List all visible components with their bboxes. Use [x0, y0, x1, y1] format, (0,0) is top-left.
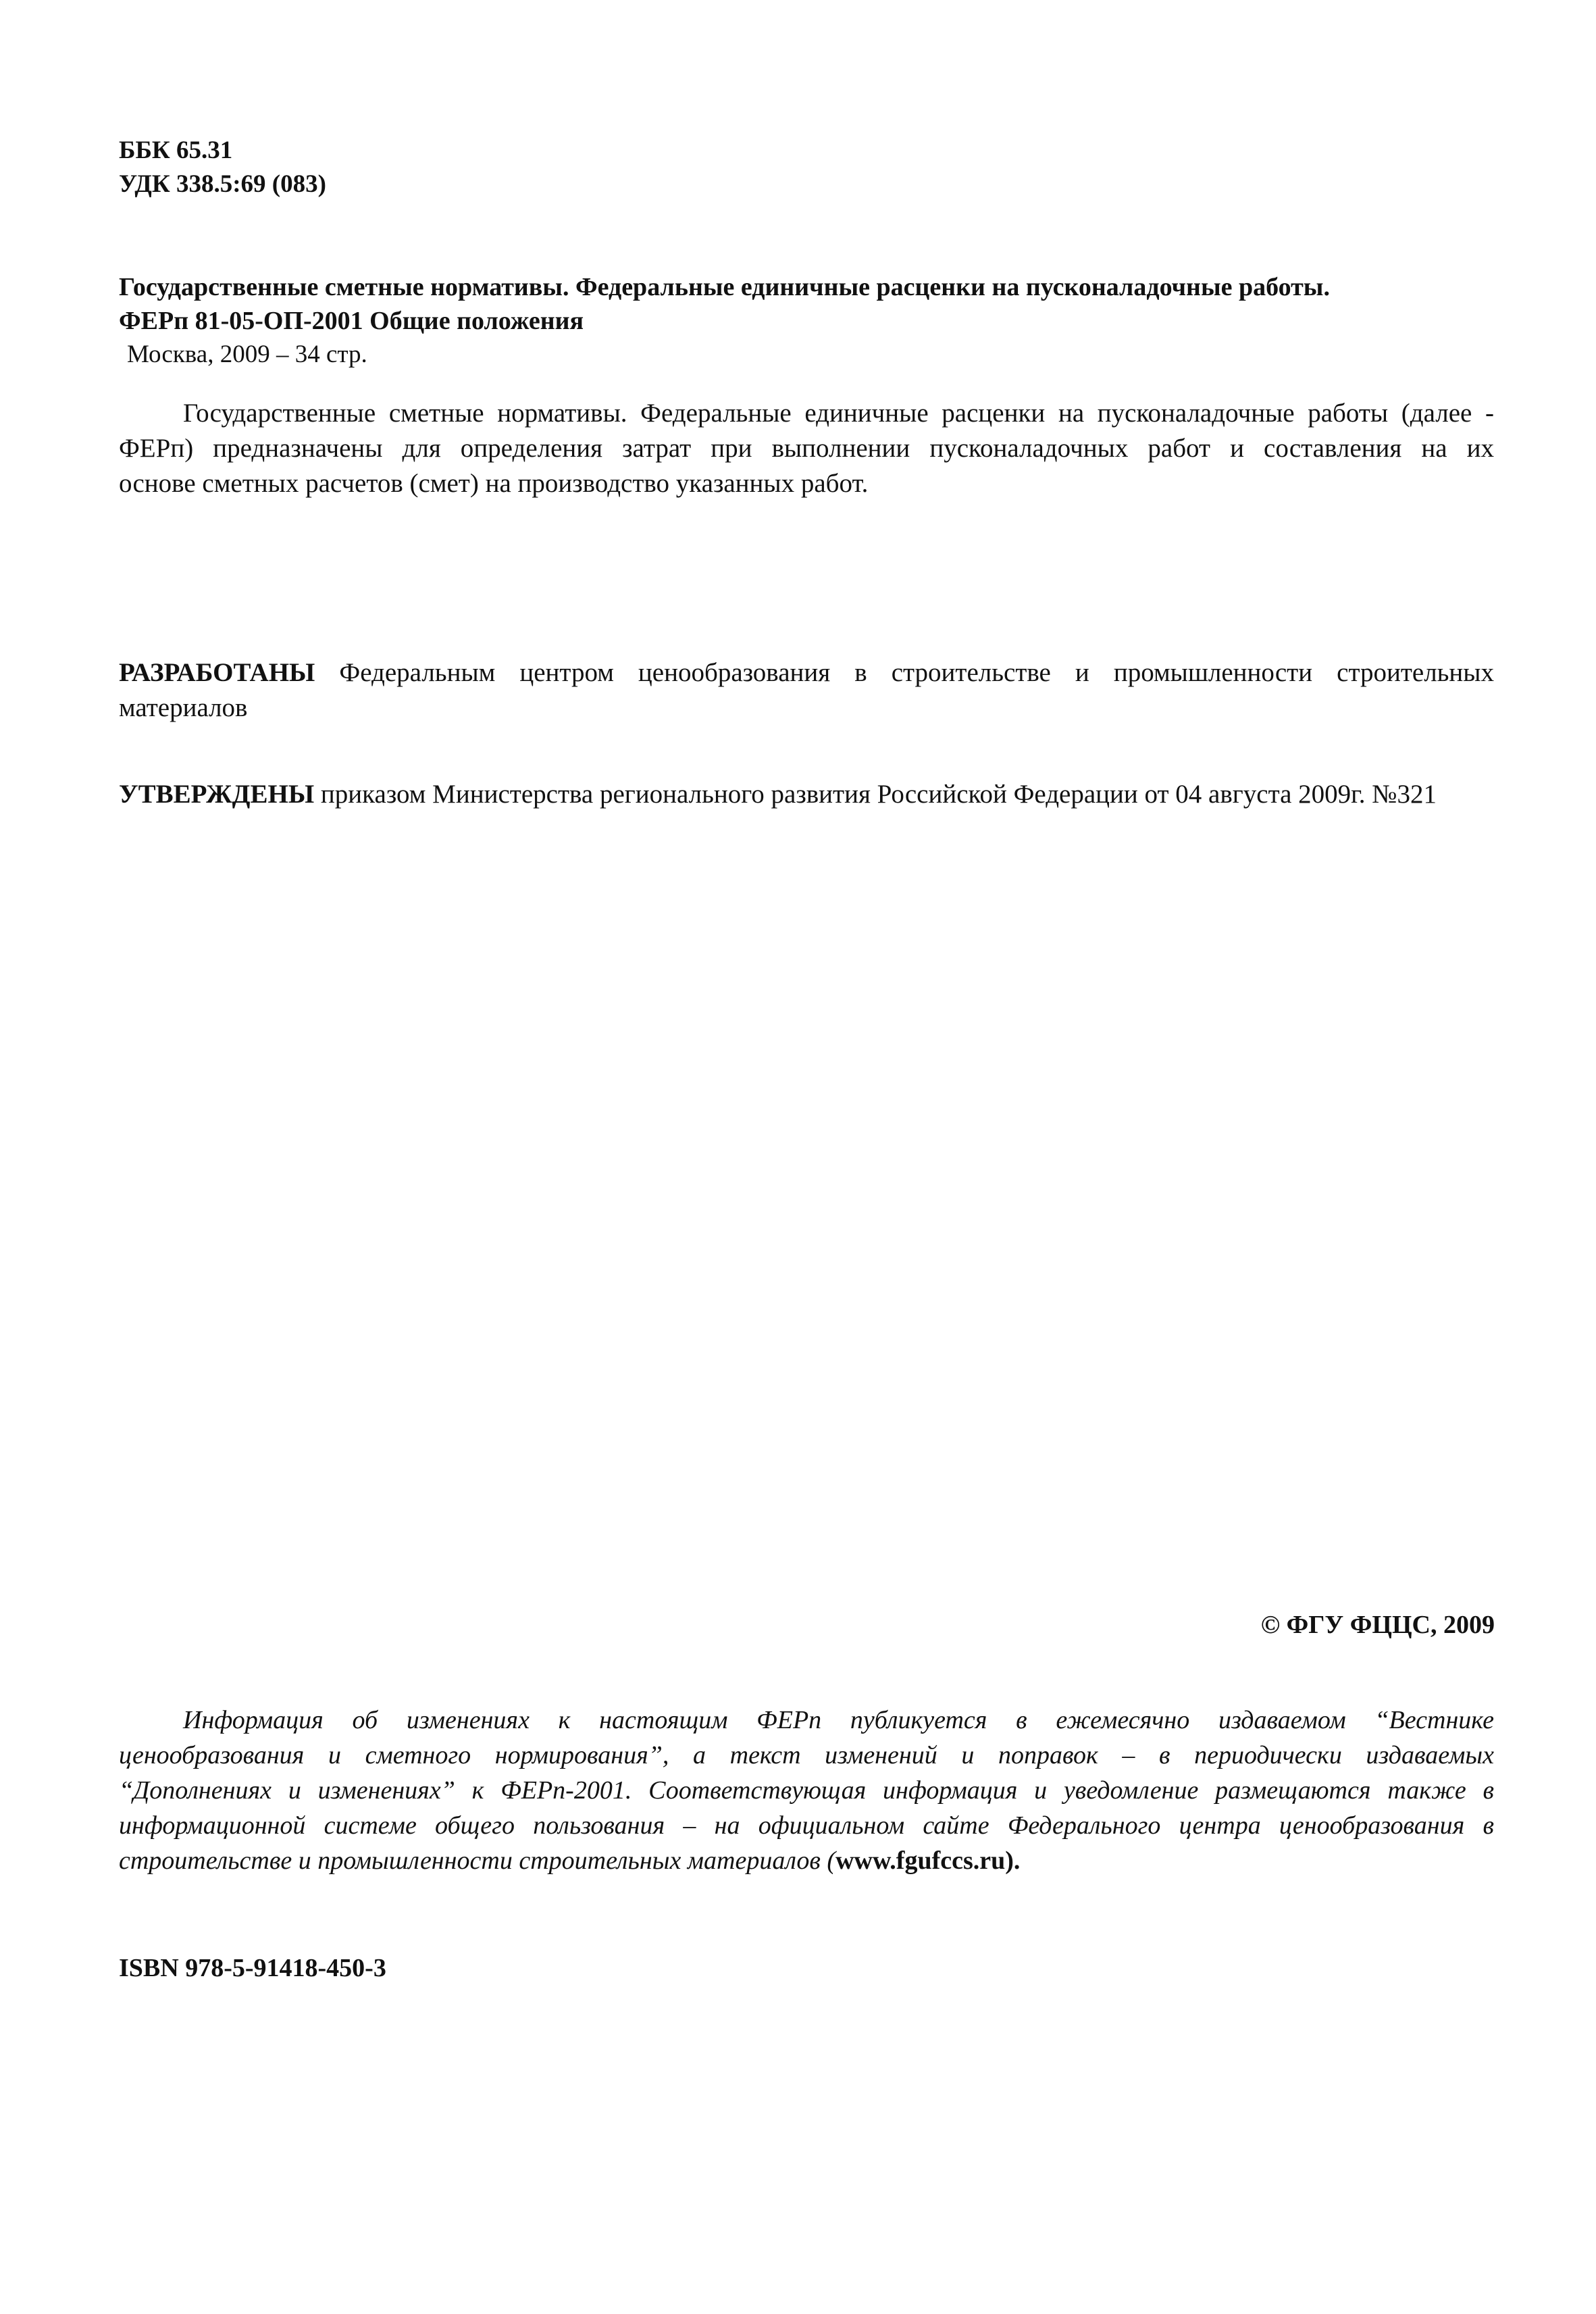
abstract-line-1: Государственные сметные нормативы. Федеральные единичные расценки на пусконаладочные работы (далее -: [183, 399, 1494, 428]
info-line-5-suffix: ).: [1005, 1846, 1021, 1875]
approved-label: УТВЕРЖДЕНЫ: [119, 780, 315, 809]
title-block: [119, 270, 1494, 372]
imprint: Москва, 2009 – 34 стр.: [127, 341, 367, 368]
info-line-5-prefix: строительстве и промышленности строительных материалов (: [119, 1846, 836, 1875]
approved-line: [119, 777, 1494, 812]
classification-block: [119, 134, 1494, 201]
info-paragraph: [119, 1703, 1494, 1878]
approved-text: приказом Министерства регионального развития Российской Федерации от 04 августа 2009г. №321: [320, 780, 1437, 809]
bbk-code: ББК 65.31: [119, 136, 233, 164]
info-line-5: [119, 1843, 1494, 1878]
abstract-line-2: ФЕРп) предназначены для определения затрат при выполнении пусконаладочных работ и составления на их: [119, 434, 1494, 463]
website-link[interactable]: www.fgufccs.ru: [835, 1846, 1006, 1875]
copyright-notice: © ФГУ ФЦЦС, 2009: [1260, 1611, 1495, 1639]
developed-line-1: [119, 655, 1494, 690]
developed-line-2: материалов: [119, 693, 248, 722]
developed-text-1: Федеральным центром ценообразования в строительстве и промышленности строительных: [339, 658, 1495, 687]
abstract-paragraph: [119, 396, 1494, 501]
title-line-2: ФЕРп 81-05-ОП-2001 Общие положения: [119, 307, 584, 335]
approved-block: [119, 777, 1494, 812]
developed-label: РАЗРАБОТАНЫ: [119, 658, 315, 687]
info-line-4: информационной системе общего пользования – на официальном сайте Федерального центра ценообразования в: [119, 1811, 1494, 1840]
info-line-2: ценообразования и сметного нормирования”, а текст изменений и поправок – в периодически издаваемых: [119, 1741, 1494, 1769]
title-line-1: Государственные сметные нормативы. Федеральные единичные расценки на пусконаладочные работы.: [119, 273, 1330, 301]
developed-block: [119, 655, 1494, 726]
info-line-3: “Дополнениях и изменениях” к ФЕРп-2001. Соответствующая информация и уведомление размещаются также в: [119, 1776, 1494, 1805]
udk-code: УДК 338.5:69 (083): [119, 170, 326, 198]
abstract-line-3: основе сметных расчетов (смет) на производство указанных работ.: [119, 469, 869, 498]
isbn: ISBN 978-5-91418-450-3: [119, 1954, 386, 1982]
isbn-block: [119, 1951, 1494, 1985]
info-line-1: Информация об изменениях к настоящим ФЕРп публикуется в ежемесячно издаваемом “Вестнике: [183, 1706, 1494, 1734]
